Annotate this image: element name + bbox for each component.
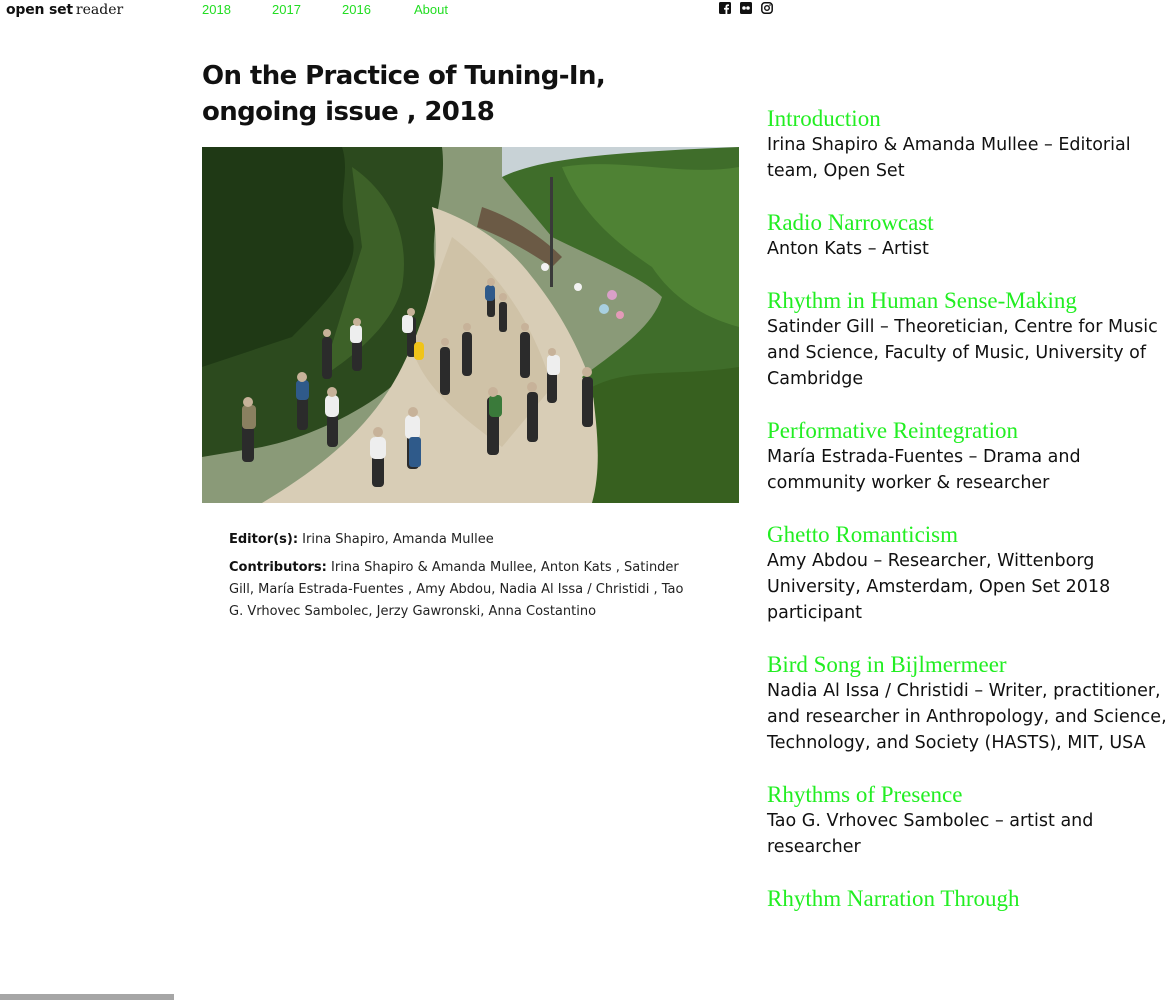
toc-item[interactable] xyxy=(767,106,1167,184)
toc-item-desc: Satinder Gill – Theoretician, Centre for Music and Science, Faculty of Music, University of Cambridge xyxy=(767,317,1158,389)
toc-item-title[interactable]: Bird Song in Bijlmermeer xyxy=(767,652,1007,677)
toc-item[interactable] xyxy=(767,288,1167,392)
nav-2016[interactable]: 2016 xyxy=(342,2,371,17)
nav-about[interactable]: About xyxy=(414,2,448,17)
editors-label: Editor(s): xyxy=(229,532,299,547)
toc-item[interactable] xyxy=(767,886,1167,912)
contributors-line xyxy=(229,557,699,623)
logo-bold-text: open set xyxy=(6,2,73,18)
toc-item[interactable] xyxy=(767,210,1167,262)
instagram-icon[interactable] xyxy=(761,2,773,14)
toc-item-title[interactable]: Rhythm Narration Through xyxy=(767,886,1020,911)
contributors-label: Contributors: xyxy=(229,560,327,575)
toc-item-title[interactable]: Introduction xyxy=(767,106,881,131)
site-logo[interactable] xyxy=(6,0,123,20)
table-of-contents xyxy=(767,106,1167,938)
toc-item-title[interactable]: Ghetto Romanticism xyxy=(767,522,959,547)
page-title: On the Practice of Tuning-In, ongoing issue , 2018 xyxy=(202,61,606,127)
toc-item[interactable] xyxy=(767,522,1167,626)
toc-item-title[interactable]: Rhythm in Human Sense-Making xyxy=(767,288,1077,313)
editors-value: Irina Shapiro, Amanda Mullee xyxy=(302,532,494,547)
toc-item-title[interactable]: Rhythms of Presence xyxy=(767,782,963,807)
facebook-icon[interactable] xyxy=(719,2,731,14)
hero-image xyxy=(202,147,739,503)
horizontal-scrollbar[interactable] xyxy=(0,994,174,1000)
toc-item-desc: Amy Abdou – Researcher, Wittenborg University, Amsterdam, Open Set 2018 participant xyxy=(767,551,1111,623)
toc-item-title[interactable]: Radio Narrowcast xyxy=(767,210,934,235)
toc-item[interactable] xyxy=(767,652,1167,756)
toc-item-desc: Anton Kats – Artist xyxy=(767,239,929,259)
editors-line xyxy=(229,529,699,551)
toc-item-desc: Irina Shapiro & Amanda Mullee – Editorial team, Open Set xyxy=(767,135,1131,181)
toc-item-title[interactable]: Performative Reintegration xyxy=(767,418,1019,443)
toc-item-desc: Tao G. Vrhovec Sambolec – artist and researcher xyxy=(767,811,1094,857)
toc-item[interactable] xyxy=(767,782,1167,860)
credits xyxy=(229,529,699,629)
flickr-icon[interactable] xyxy=(740,2,752,14)
toc-item-desc: Nadia Al Issa / Christidi – Writer, practitioner, and researcher in Anthropology, and Science, Technology, and Society (HASTS), MIT, USA xyxy=(767,681,1167,753)
contributors-value: Irina Shapiro & Amanda Mullee, Anton Kats , Satinder Gill, María Estrada-Fuentes , Amy Abdou, Nadia Al Issa / Christidi , Tao G. Vrhovec Sambolec, Jerzy Gawronski, Anna Costantino xyxy=(229,560,684,619)
nav-2017[interactable]: 2017 xyxy=(272,2,301,17)
nav-2018[interactable]: 2018 xyxy=(202,2,231,17)
logo-serif-text: reader xyxy=(75,2,124,18)
toc-item[interactable] xyxy=(767,418,1167,496)
toc-item-desc: María Estrada-Fuentes – Drama and community worker & researcher xyxy=(767,447,1081,493)
